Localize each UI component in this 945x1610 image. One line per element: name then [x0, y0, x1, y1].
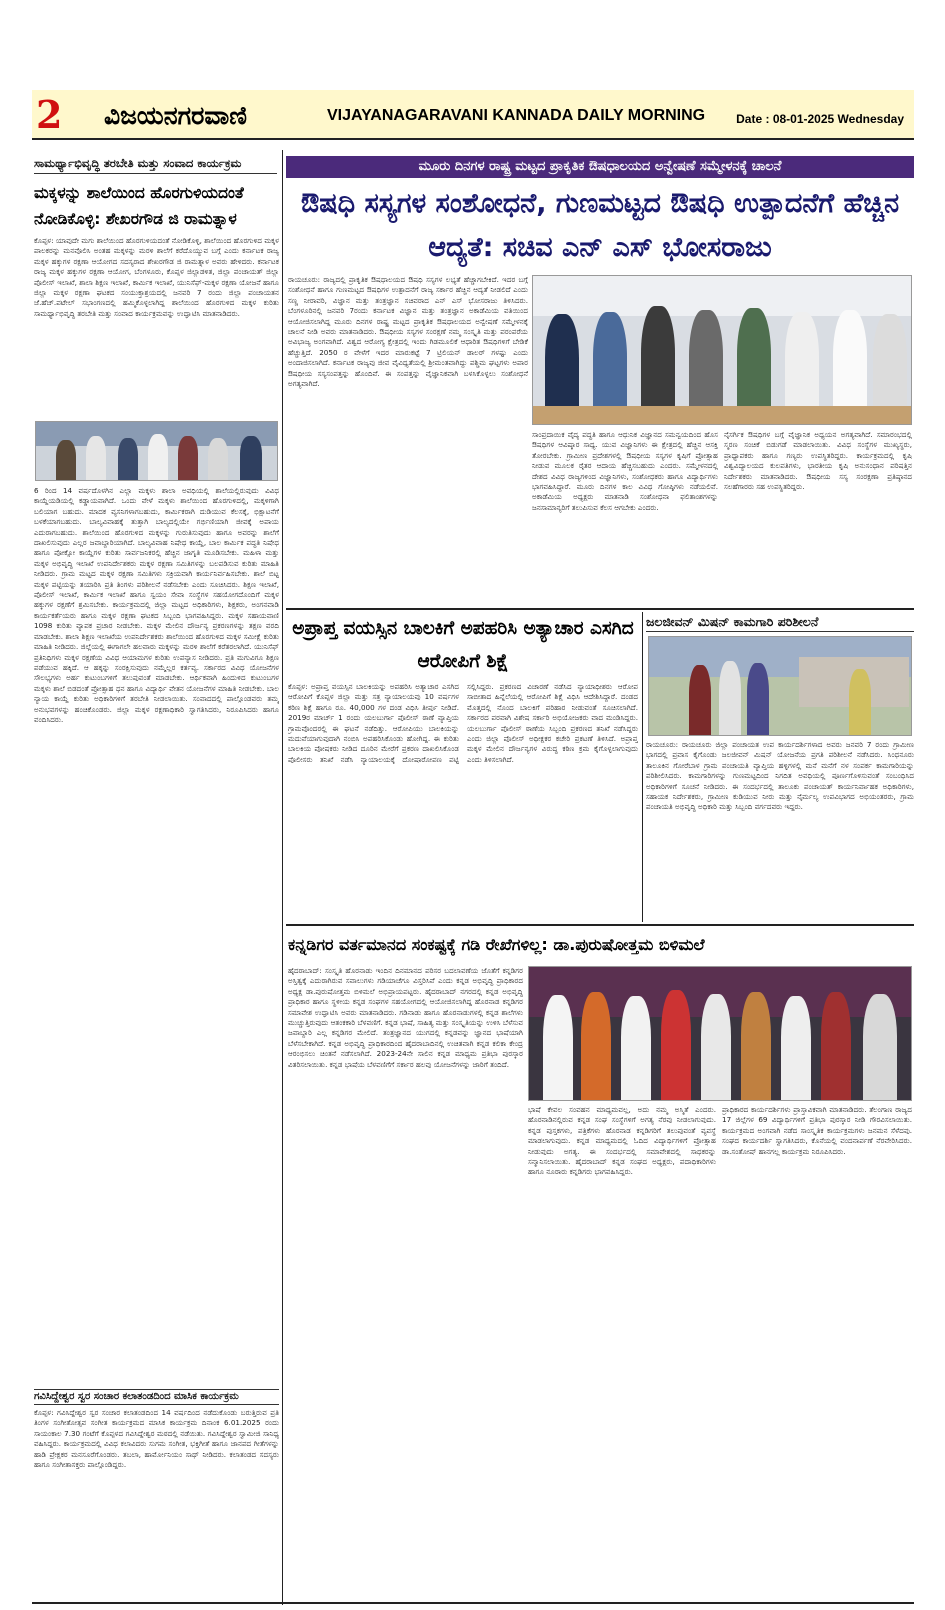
story3-headline: ಜಲಜೀವನ್ ಮಿಷನ್ ಕಾಮಗಾರಿ ಪರಿಶೀಲನೆ [646, 612, 914, 632]
newspaper-subtitle: VIJAYANAGARAVANI KANNADA DAILY MORNING [327, 107, 706, 124]
sidebar-photo [35, 421, 278, 481]
section-rule-2 [286, 924, 914, 926]
story2-headline: ಅಪ್ರಾಪ್ತ ವಯಸ್ಸಿನ ಬಾಲಕಿಗೆ ಅಪಹರಿಸಿ ಅತ್ಯಾಚಾರ ಎಸಗಿದ ಆರೋಪಿಗೆ ಶಿಕ್ಷೆ [292, 618, 634, 672]
story4-photo [528, 966, 912, 1101]
story4-headline: ಕನ್ನಡಿಗರ ವರ್ತಮಾನದ ಸಂಕಷ್ಟಕ್ಕೆ ಗಡಿ ರೇಖೆಗಳಿಲ್ಲ: ಡಾ.ಪುರುಷೋತ್ತಮ ಬಿಳಿಮಲೆ [288, 935, 705, 954]
lead-headline: ಔಷಧಿ ಸಸ್ಯಗಳ ಸಂಶೋಧನೆ, ಗುಣಮಟ್ಟದ ಔಷಧಿ ಉತ್ಪಾದನೆಗೆ ಹೆಚ್ಚಿನ ಆದ್ಯತೆ: ಸಚಿವ ಎನ್ ಎಸ್ ಭೋಸರಾಜು [300, 188, 900, 263]
story4-body-col2: ಭಾಷೆ ಕೇವಲ ಸಂವಹನ ಮಾಧ್ಯಮವಲ್ಲ, ಅದು ನಮ್ಮ ಅಸ್ಮಿತೆ ಎಂದರು. ಹೊರನಾಡಿನಲ್ಲಿರುವ ಕನ್ನಡ ಸಂಘ ಸಂಸ್ಥೆಗಳಿಗೆ ಅಗತ್ಯ ನೆರವು ನೀಡಲಾಗುವುದು. ಕನ್ನಡ ಪುಸ್ತಕಗಳು, ಪತ್ರಿಕೆಗಳು ಹೊರನಾಡ ಕನ್ನಡಿಗರಿಗೆ ತಲುಪುವಂತೆ ವ್ಯವಸ್ಥೆ ಮಾಡಲಾಗುವುದು. ಕನ್ನಡ ಮಾಧ್ಯಮದಲ್ಲಿ ಓದಿದ ವಿದ್ಯಾರ್ಥಿಗಳಿಗೆ ಪ್ರೋತ್ಸಾಹ ನೀಡುವುದು ಅಗತ್ಯ. ಈ ಸಂದರ್ಭದಲ್ಲಿ ಸಮಾವೇಶದಲ್ಲಿ ಸಾಧಕರನ್ನು ಸನ್ಮಾನಿಸಲಾಯಿತು. ಹೈದರಾಬಾದ್ ಕನ್ನಡ ಸಂಘದ ಅಧ್ಯಕ್ಷರು, ಪದಾಧಿಕಾರಿಗಳು ಹಾಗೂ ನೂರಾರು ಕನ್ನಡಿಗರು ಭಾಗವಹಿಸಿದ್ದರು. [528, 1105, 716, 1177]
page-number: 2 [36, 92, 63, 137]
section-rule-1 [286, 608, 914, 610]
lead-body-col2: ಸಾಂಪ್ರದಾಯಿಕ ವೈದ್ಯ ಪದ್ಧತಿ ಹಾಗೂ ಆಧುನಿಕ ವಿಜ್ಞಾನದ ಸಮನ್ವಯದಿಂದ ಹೊಸ ಔಷಧಿಗಳ ಆವಿಷ್ಕಾರ ಸಾಧ್ಯ. ಯುವ ವಿಜ್ಞಾನಿಗಳು ಈ ಕ್ಷೇತ್ರದಲ್ಲಿ ಹೆಚ್ಚಿನ ಆಸಕ್ತಿ ತೋರಬೇಕು. ಗ್ರಾಮೀಣ ಪ್ರದೇಶಗಳಲ್ಲಿ ಔಷಧೀಯ ಸಸ್ಯಗಳ ಕೃಷಿಗೆ ಪ್ರೋತ್ಸಾಹ ನೀಡುವ ಮೂಲಕ ರೈತರ ಆದಾಯ ಹೆಚ್ಚಿಸಬಹುದು ಎಂದರು. ಸಮ್ಮೇಳನದಲ್ಲಿ ದೇಶದ ವಿವಿಧ ರಾಜ್ಯಗಳಿಂದ ವಿಜ್ಞಾನಿಗಳು, ಸಂಶೋಧಕರು ಹಾಗೂ ವಿದ್ಯಾರ್ಥಿಗಳು ಭಾಗವಹಿಸಿದ್ದಾರೆ. ಮೂರು ದಿನಗಳ ಕಾಲ ವಿವಿಧ ಗೋಷ್ಠಿಗಳು ನಡೆಯಲಿವೆ. ಅಕಾಡೆಮಿಯ ಅಧ್ಯಕ್ಷರು ಮಾತನಾಡಿ ಸಂಶೋಧನಾ ಫಲಿತಾಂಶಗಳನ್ನು ಜನಸಾಮಾನ್ಯರಿಗೆ ತಲುಪಿಸುವ ಕೆಲಸ ಆಗಬೇಕು ಎಂದರು. [532, 430, 718, 512]
issue-date: Date : 08-01-2025 Wednesday [736, 112, 904, 126]
column-divider [282, 150, 283, 1605]
story2-body: ಕೊಪ್ಪಳ: ಅಪ್ರಾಪ್ತ ವಯಸ್ಸಿನ ಬಾಲಕಿಯನ್ನು ಅಪಹರಿಸಿ ಅತ್ಯಾಚಾರ ಎಸಗಿದ ಆರೋಪಿಗೆ ಕೊಪ್ಪಳ ಜಿಲ್ಲಾ ಮತ್ತು ಸತ್ರ ನ್ಯಾಯಾಲಯವು 10 ವರ್ಷಗಳ ಕಠಿಣ ಶಿಕ್ಷೆ ಹಾಗೂ ರೂ. 40,000 ಗಳ ದಂಡ ವಿಧಿಸಿ ತೀರ್ಪು ನೀಡಿದೆ. 2019ರ ಮಾರ್ಚ್ 1 ರಂದು ಯಲಬುರ್ಗಾ ಪೊಲೀಸ್ ಠಾಣೆ ವ್ಯಾಪ್ತಿಯ ಗ್ರಾಮವೊಂದರಲ್ಲಿ ಈ ಘಟನೆ ನಡೆದಿತ್ತು. ಆರೋಪಿಯು ಬಾಲಕಿಯನ್ನು ಮದುವೆಯಾಗುವುದಾಗಿ ನಂಬಿಸಿ ಅಪಹರಿಸಿಕೊಂಡು ಹೋಗಿದ್ದ. ಈ ಕುರಿತು ಬಾಲಕಿಯ ಪೋಷಕರು ನೀಡಿದ ದೂರಿನ ಮೇರೆಗೆ ಪ್ರಕರಣ ದಾಖಲಿಸಿಕೊಂಡ ಪೊಲೀಸರು ತನಿಖೆ ನಡೆಸಿ ನ್ಯಾಯಾಲಯಕ್ಕೆ ದೋಷಾರೋಪಣ ಪಟ್ಟಿ ಸಲ್ಲಿಸಿದ್ದರು. ಪ್ರಕರಣದ ವಿಚಾರಣೆ ನಡೆಸಿದ ನ್ಯಾಯಾಧೀಶರು ಆರೋಪ ಸಾಬೀತಾದ ಹಿನ್ನೆಲೆಯಲ್ಲಿ ಆರೋಪಿಗೆ ಶಿಕ್ಷೆ ವಿಧಿಸಿ ಆದೇಶಿಸಿದ್ದಾರೆ. ದಂಡದ ಮೊತ್ತದಲ್ಲಿ ನೊಂದ ಬಾಲಕಿಗೆ ಪರಿಹಾರ ನೀಡುವಂತೆ ಸೂಚಿಸಲಾಗಿದೆ. ಸರ್ಕಾರದ ಪರವಾಗಿ ವಿಶೇಷ ಸರ್ಕಾರಿ ಅಭಿಯೋಜಕರು ವಾದ ಮಂಡಿಸಿದ್ದರು. ಯಲಬುರ್ಗಾ ಪೊಲೀಸ್ ಠಾಣೆಯ ಸಿಬ್ಬಂದಿ ಪ್ರಕರಣದ ತನಿಖೆ ನಡೆಸಿದ್ದರು ಎಂದು ಜಿಲ್ಲಾ ಪೊಲೀಸ್ ಅಧೀಕ್ಷಕರ ಕಚೇರಿ ಪ್ರಕಟಣೆ ತಿಳಿಸಿದೆ. ಅಪ್ರಾಪ್ತ ಮಕ್ಕಳ ಮೇಲಿನ ದೌರ್ಜನ್ಯಗಳ ವಿರುದ್ಧ ಕಠಿಣ ಕ್ರಮ ಕೈಗೊಳ್ಳಲಾಗುವುದು ಎಂದು ತಿಳಿಸಲಾಗಿದೆ. [288, 682, 638, 764]
sidebar-kicker: ಸಾಮರ್ಥ್ಯಾಭಿವೃದ್ಧಿ ತರಬೇತಿ ಮತ್ತು ಸಂವಾದ ಕಾರ್ಯಕ್ರಮ [34, 156, 277, 174]
lead-body-col1: ರಾಯಚೂರು: ರಾಜ್ಯದಲ್ಲಿ ಪ್ರಾಕೃತಿಕ ಔಷಧಾಲಯದ ಔಷಧಿ ಸಸ್ಯಗಳ ಲಭ್ಯತೆ ಹೆಚ್ಚಾಗಬೇಕಿದೆ. ಇದರ ಬಗ್ಗೆ ಸಂಶೋಧನೆ ಹಾಗೂ ಗುಣಮಟ್ಟದ ಔಷಧಿಗಳ ಉತ್ಪಾದನೆಗೆ ರಾಜ್ಯ ಸರ್ಕಾರ ಹೆಚ್ಚಿನ ಆದ್ಯತೆ ನೀಡಲಿದೆ ಎಂದು ಸಣ್ಣ ನೀರಾವರಿ, ವಿಜ್ಞಾನ ಮತ್ತು ತಂತ್ರಜ್ಞಾನ ಸಚಿವರಾದ ಎನ್ ಎಸ್ ಭೋಸರಾಜು ತಿಳಿಸಿದರು. ಬೆಂಗಳೂರಿನಲ್ಲಿ ಜನವರಿ 7ರಂದು ಕರ್ನಾಟಕ ವಿಜ್ಞಾನ ಮತ್ತು ತಂತ್ರಜ್ಞಾನ ಅಕಾಡೆಮಿಯ ವತಿಯಿಂದ ಆಯೋಜಿಸಲಾಗಿದ್ದ ಮೂರು ದಿನಗಳ ರಾಷ್ಟ್ರ ಮಟ್ಟದ ಪ್ರಾಕೃತಿಕ ಔಷಧಾಲಯದ ಅನ್ವೇಷಣೆ ಸಮ್ಮೇಳನಕ್ಕೆ ಚಾಲನೆ ನೀಡಿ ಅವರು ಮಾತನಾಡಿದರು. ಔಷಧೀಯ ಸಸ್ಯಗಳ ಸಂರಕ್ಷಣೆ ನಮ್ಮ ಸಂಸ್ಕೃತಿ ಮತ್ತು ಪರಂಪರೆಯ ಅವಿಭಾಜ್ಯ ಅಂಗವಾಗಿದೆ. ವಿಶ್ವದ ಆರೋಗ್ಯ ಕ್ಷೇತ್ರದಲ್ಲಿ ಇಂದು ಗಿಡಮೂಲಿಕೆ ಆಧಾರಿತ ಔಷಧಿಗಳಿಗೆ ಬೇಡಿಕೆ ಹೆಚ್ಚುತ್ತಿದೆ. 2050 ರ ವೇಳೆಗೆ ಇದರ ಮಾರುಕಟ್ಟೆ 7 ಟ್ರಿಲಿಯನ್ ಡಾಲರ್ ಗಳಷ್ಟು ಎಂದು ಅಂದಾಜಿಸಲಾಗಿದೆ. ಕರ್ನಾಟಕ ರಾಜ್ಯವು ಜೀವ ವೈವಿಧ್ಯತೆಯಲ್ಲಿ ಶ್ರೀಮಂತವಾಗಿದ್ದು ಪಶ್ಚಿಮ ಘಟ್ಟಗಳು ಅಪಾರ ಔಷಧೀಯ ಸಸ್ಯಸಂಪತ್ತನ್ನು ಹೊಂದಿವೆ. ಈ ಸಂಪತ್ತನ್ನು ವೈಜ್ಞಾನಿಕವಾಗಿ ಬಳಸಿಕೊಳ್ಳಲು ಸಂಶೋಧನೆ ಅಗತ್ಯವಾಗಿದೆ. [288, 275, 528, 389]
lead-photo [532, 275, 912, 425]
lead-banner: ಮೂರು ದಿನಗಳ ರಾಷ್ಟ್ರ ಮಟ್ಟದ ಪ್ರಾಕೃತಿಕ ಔಷಧಾಲಯದ ಅನ್ವೇಷಣೆ ಸಮ್ಮೇಳನಕ್ಕೆ ಚಾಲನೆ [286, 156, 914, 178]
story3-body: ರಾಯಚೂರು: ರಾಯಚೂರು ಜಿಲ್ಲಾ ಪಂಚಾಯತ ಉಪ ಕಾರ್ಯದರ್ಶಿಗಳಾದ ಅವರು ಜನವರಿ 7 ರಂದು ಗ್ರಾಮೀಣ ಭಾಗದಲ್ಲಿ ಪ್ರವಾಸ ಕೈಗೊಂಡು ಜಲಜೀವನ್ ಮಿಷನ್ ಯೋಜನೆಯ ಪ್ರಗತಿ ಪರಿಶೀಲನೆ ನಡೆಸಿದರು. ಸಿಂಧನೂರು ತಾಲೂಕಿನ ಗೋರೆಬಾಳ ಗ್ರಾಮ ಪಂಚಾಯತಿ ವ್ಯಾಪ್ತಿಯ ಹಳ್ಳಿಗಳಲ್ಲಿ ಮನೆ ಮನೆಗೆ ನಳ ಸಂಪರ್ಕ ಕಾಮಗಾರಿಯನ್ನು ಪರಿಶೀಲಿಸಿದರು. ಕಾಮಗಾರಿಗಳನ್ನು ಗುಣಮಟ್ಟದಿಂದ ನಿಗದಿತ ಅವಧಿಯಲ್ಲಿ ಪೂರ್ಣಗೊಳಿಸುವಂತೆ ಸಂಬಂಧಿಸಿದ ಅಧಿಕಾರಿಗಳಿಗೆ ಸೂಚನೆ ನೀಡಿದರು. ಈ ಸಂದರ್ಭದಲ್ಲಿ ತಾಲೂಕು ಪಂಚಾಯತ್ ಕಾರ್ಯನಿರ್ವಾಹಕ ಅಧಿಕಾರಿಗಳು, ಸಹಾಯಕ ನಿರ್ದೇಶಕರು, ಗ್ರಾಮೀಣ ಕುಡಿಯುವ ನೀರು ಮತ್ತು ನೈರ್ಮಲ್ಯ ಉಪವಿಭಾಗದ ಅಭಿಯಂತರರು, ಗ್ರಾಮ ಪಂಚಾಯತಿ ಅಭಿವೃದ್ಧಿ ಅಧಿಕಾರಿ ಮತ್ತು ಸಿಬ್ಬಂದಿ ವರ್ಗದವರು ಇದ್ದರು. [646, 740, 914, 812]
masthead [32, 90, 914, 140]
page-bottom-rule [32, 1602, 914, 1604]
sidebar-headline: ಮಕ್ಕಳನ್ನು ಶಾಲೆಯಿಂದ ಹೊರಗುಳಿಯದಂತೆ ನೋಡಿಕೊಳ್ಳಿ: ಶೇಖರಗೌಡ ಜಿ ರಾಮತ್ನಾಳ [34, 184, 244, 228]
sidebar-bottom-body: ಕೊಪ್ಪಳ: ಗವಿಸಿದ್ದೇಶ್ವರ ಸ್ವರ ಸಂಚಾರ ಕಲಾತಂಡದಿಂದ 14 ವರ್ಷದಿಂದ ನಡೆದುಕೊಂಡು ಬರುತ್ತಿರುವ ಪ್ರತಿ ತಿಂಗಳ ಸಂಗೀತೋತ್ಸವ ಸಂಗೀತ ಕಾರ್ಯಕ್ರಮದ ಮಾಸಿಕ ಕಾರ್ಯಕ್ರಮ ದಿನಾಂಕ 6.01.2025 ರಂದು ಸಾಯಂಕಾಲ 7.30 ಗಂಟೆಗೆ ಕೊಪ್ಪಳದ ಗವಿಸಿದ್ದೇಶ್ವರ ಮಠದಲ್ಲಿ ನಡೆಯಿತು. ಗವಿಸಿದ್ದೇಶ್ವರ ಸ್ವಾಮೀಜಿ ಸಾನಿಧ್ಯ ವಹಿಸಿದ್ದರು. ಕಾರ್ಯಕ್ರಮದಲ್ಲಿ ವಿವಿಧ ಕಲಾವಿದರು ಸುಗಮ ಸಂಗೀತ, ಭಕ್ತಿಗೀತೆ ಹಾಗೂ ಜಾನಪದ ಗೀತೆಗಳನ್ನು ಹಾಡಿ ಪ್ರೇಕ್ಷಕರ ಮನಸೂರೆಗೊಂಡರು. ತಬಲಾ, ಹಾರ್ಮೋನಿಯಂ ಸಾಥ್ ನೀಡಿದರು. ಕಲಾತಂಡದ ಸದಸ್ಯರು ಹಾಗೂ ಸಂಗೀತಾಸಕ್ತರು ಪಾಲ್ಗೊಂಡಿದ್ದರು. [34, 1408, 279, 1470]
newspaper-name: ವಿಜಯನಗರವಾಣಿ [104, 101, 247, 130]
sidebar-body-main: 6 ರಿಂದ 14 ವರ್ಷದೊಳಗಿನ ಎಲ್ಲಾ ಮಕ್ಕಳು ಶಾಲಾ ಅವಧಿಯಲ್ಲಿ ಶಾಲೆಯಲ್ಲಿರುವುದು ವಿವಿಧ ಕಾಯ್ದೆಯಡಿಯಲ್ಲಿ ಕಡ್ಡಾಯವಾಗಿದೆ. ಒಂದು ವೇಳೆ ಮಕ್ಕಳು ಶಾಲೆಯಿಂದ ಹೊರಗುಳಿದಲ್ಲಿ, ಮಕ್ಕಳಿಗಾಗಿ ಬಲಿಯಾಗ ಬಹುದು. ಮಾದಕ ವ್ಯಸನಿಗಳಾಗಬಹುದು, ಕಾರ್ಮಿಕರಾಗಿ ದುಡಿಯುವ ಕೆಲಸಕ್ಕೆ, ಭಿಕ್ಷಾಟನೆಗೆ ಬಳಕೆಯಾಗಬಹುದು. ಬಾಲ್ಯವಿವಾಹಕ್ಕೆ ತುತ್ತಾಗಿ ಬಾಲ್ಯದಲ್ಲಿಯೇ ಗರ್ಭಿಣಿಯಾಗಿ ಜೀವಕ್ಕೆ ಅಪಾಯ ಎದುರಾಗಬಹುದು. ಶಾಲೆಯಿಂದ ಹೊರಗುಳಿದ ಮಕ್ಕಳನ್ನು ಗುರುತಿಸುವುದು ಹಾಗೂ ಅವರನ್ನು ಶಾಲೆಗೆ ದಾಖಲಿಸುವುದು ಎಲ್ಲರ ಜವಾಬ್ದಾರಿಯಾಗಿದೆ. ಬಾಲ್ಯವಿವಾಹ ನಿಷೇಧ ಕಾಯ್ದೆ, ಬಾಲ ಕಾರ್ಮಿಕ ಪದ್ಧತಿ ನಿಷೇಧ ಹಾಗೂ ಪೋಕ್ಸೋ ಕಾಯ್ದೆಗಳ ಕುರಿತು ಸಾರ್ವಜನಿಕರಲ್ಲಿ ಹೆಚ್ಚಿನ ಜಾಗೃತಿ ಮೂಡಿಸಬೇಕು. ಮಹಿಳಾ ಮತ್ತು ಮಕ್ಕಳ ಅಭಿವೃದ್ಧಿ ಇಲಾಖೆ ಉಪನಿರ್ದೇಶಕರು ಮಕ್ಕಳ ರಕ್ಷಣಾ ಸಮಿತಿಗಳನ್ನು ಬಲಪಡಿಸುವ ಕುರಿತು ಮಾಹಿತಿ ನೀಡಿದರು. ಗ್ರಾಮ ಮಟ್ಟದ ಮಕ್ಕಳ ರಕ್ಷಣಾ ಸಮಿತಿಗಳು ಸಕ್ರಿಯವಾಗಿ ಕಾರ್ಯನಿರ್ವಹಿಸಬೇಕು. ಶಾಲೆ ಬಿಟ್ಟ ಮಕ್ಕಳ ಪಟ್ಟಿಯನ್ನು ತಯಾರಿಸಿ ಪ್ರತಿ ತಿಂಗಳು ಪರಿಶೀಲನೆ ನಡೆಸಬೇಕು ಎಂದು ಸೂಚಿಸಿದರು. ಶಿಕ್ಷಣ ಇಲಾಖೆ, ಪೊಲೀಸ್ ಇಲಾಖೆ, ಕಾರ್ಮಿಕ ಇಲಾಖೆ ಹಾಗೂ ಸ್ವಯಂ ಸೇವಾ ಸಂಸ್ಥೆಗಳ ಸಹಯೋಗದೊಂದಿಗೆ ಮಕ್ಕಳ ಹಕ್ಕುಗಳ ರಕ್ಷಣೆಗೆ ಶ್ರಮಿಸಬೇಕು. ಕಾರ್ಯಕ್ರಮದಲ್ಲಿ ಜಿಲ್ಲಾ ಮಟ್ಟದ ಅಧಿಕಾರಿಗಳು, ಶಿಕ್ಷಕರು, ಅಂಗನವಾಡಿ ಕಾರ್ಯಕರ್ತೆಯರು ಹಾಗೂ ಮಕ್ಕಳ ರಕ್ಷಣಾ ಘಟಕದ ಸಿಬ್ಬಂದಿ ಭಾಗವಹಿಸಿದ್ದರು. ಮಕ್ಕಳ ಸಹಾಯವಾಣಿ 1098 ಕುರಿತು ವ್ಯಾಪಕ ಪ್ರಚಾರ ನೀಡಬೇಕು. ಮಕ್ಕಳ ಮೇಲಿನ ದೌರ್ಜನ್ಯ ಪ್ರಕರಣಗಳನ್ನು ತಕ್ಷಣ ವರದಿ ಮಾಡಬೇಕು. ಶಾಲಾ ಶಿಕ್ಷಣ ಇಲಾಖೆಯ ಉಪನಿರ್ದೇಶಕರು ಶಾಲೆಯಿಂದ ಹೊರಗುಳಿದ ಮಕ್ಕಳ ಸಮೀಕ್ಷೆ ಕುರಿತು ಮಾಹಿತಿ ನೀಡಿದರು. ಜಿಲ್ಲೆಯಲ್ಲಿ ಈಗಾಗಲೇ ಹಲವಾರು ಮಕ್ಕಳನ್ನು ಮರಳಿ ಶಾಲೆಗೆ ಕರೆತರಲಾಗಿದೆ. ಯುನಿಸೆಫ್ ಪ್ರತಿನಿಧಿಗಳು ಮಕ್ಕಳ ರಕ್ಷಣೆಯ ವಿವಿಧ ಆಯಾಮಗಳ ಕುರಿತು ಉಪನ್ಯಾಸ ನೀಡಿದರು. ಪ್ರತಿ ಮಗುವಿಗೂ ಶಿಕ್ಷಣ ಪಡೆಯುವ ಹಕ್ಕಿದೆ. ಆ ಹಕ್ಕನ್ನು ಸಂರಕ್ಷಿಸುವುದು ನಮ್ಮೆಲ್ಲರ ಕರ್ತವ್ಯ. ಸರ್ಕಾರದ ವಿವಿಧ ಯೋಜನೆಗಳ ಸೌಲಭ್ಯಗಳು ಅರ್ಹ ಕುಟುಂಬಗಳಿಗೆ ತಲುಪುವಂತೆ ಮಾಡಬೇಕು. ಆರ್ಥಿಕವಾಗಿ ಹಿಂದುಳಿದ ಕುಟುಂಬಗಳ ಮಕ್ಕಳು ಶಾಲೆ ಬಿಡದಂತೆ ಪ್ರೋತ್ಸಾಹ ಧನ ಹಾಗೂ ವಿದ್ಯಾರ್ಥಿ ವೇತನ ಯೋಜನೆಗಳ ಮಾಹಿತಿ ನೀಡಬೇಕು. ಬಾಲ ನ್ಯಾಯ ಕಾಯ್ದೆ ಕುರಿತು ಅಧಿಕಾರಿಗಳಿಗೆ ತರಬೇತಿ ನೀಡಲಾಯಿತು. ಸಂವಾದದಲ್ಲಿ ಪಾಲ್ಗೊಂಡವರು ತಮ್ಮ ಅನುಭವಗಳನ್ನು ಹಂಚಿಕೊಂಡರು. ಜಿಲ್ಲಾ ಮಕ್ಕಳ ರಕ್ಷಣಾಧಿಕಾರಿ ಸ್ವಾಗತಿಸಿದರು, ನಿರೂಪಿಸಿದರು ಹಾಗೂ ವಂದಿಸಿದರು. [34, 486, 279, 724]
sidebar-body-intro: ಕೊಪ್ಪಳ: ಯಾವುದೇ ಮಗು ಶಾಲೆಯಿಂದ ಹೊರಗುಳಿಯದಂತೆ ನೋಡಿಕೊಳ್ಳಿ, ಶಾಲೆಯಿಂದ ಹೊರಗುಳಿದ ಮಕ್ಕಳ ಪಾಲಕರನ್ನು ಮನವೊಲಿಸಿ ಅಂತಹ ಮಕ್ಕಳನ್ನು ಮರಳಿ ಶಾಲೆಗೆ ಕರೆದೊಯ್ಯುವ ಬಗ್ಗೆ ಎಂದು ಕರ್ನಾಟಕ ರಾಜ್ಯ ಮಕ್ಕಳ ಹಕ್ಕುಗಳ ರಕ್ಷಣಾ ಆಯೋಗದ ಸದಸ್ಯರಾದ ಶೇಖರಗೌಡ ಜಿ ರಾಮತ್ನಾಳ ಅವರು ಹೇಳಿದರು. ಕರ್ನಾಟಕ ರಾಜ್ಯ ಮಕ್ಕಳ ಹಕ್ಕುಗಳ ರಕ್ಷಣಾ ಆಯೋಗ, ಬೆಂಗಳೂರು, ಕೊಪ್ಪಳ ಜಿಲ್ಲಾಡಳಿತ, ಜಿಲ್ಲಾ ಪಂಚಾಯತ್ ಜಿಲ್ಲಾ ಪೊಲೀಸ್ ಇಲಾಖೆ, ಶಾಲಾ ಶಿಕ್ಷಣ ಇಲಾಖೆ, ಕಾರ್ಮಿಕ ಇಲಾಖೆ, ಯುನಿಸೆಫ್-ಮಕ್ಕಳ ರಕ್ಷಣಾ ಯೋಜನೆ ಹಾಗೂ ಜಿಲ್ಲಾ ಮಕ್ಕಳ ರಕ್ಷಣಾ ಘಟಕದ ಸಂಯುಕ್ತಾಶ್ರಯದಲ್ಲಿ ಜನವರಿ 7 ರಂದು ಜಿಲ್ಲಾ ಪಂಚಾಯತನ ಜೆ.ಹೆಚ್.ಪಟೇಲ್ ಸಭಾಂಗಣದಲ್ಲಿ ಹಮ್ಮಿಕೊಳ್ಳಲಾಗಿದ್ದ ಶಾಲೆಯಿಂದ ಹೊರಗುಳಿದ ಮಕ್ಕಳ ಕುರಿತು ಸಾಮರ್ಥ್ಯಾಭಿವೃದ್ಧಿ ತರಬೇತಿ ಮತ್ತು ಸಂವಾದ ಕಾರ್ಯಕ್ರಮವನ್ನು ಉದ್ಘಾಟಿಸಿ ಮಾತನಾಡಿದರು. [34, 236, 279, 318]
story-divider [642, 612, 643, 922]
sidebar-bottom-kicker: ಗವಿಸಿದ್ದೇಶ್ವರ ಸ್ವರ ಸಂಚಾರ ಕಲಾತಂಡದಿಂದ ಮಾಸಿಕ ಕಾರ್ಯಕ್ರಮ [34, 1389, 279, 1405]
lead-body-col3: ನೈಸರ್ಗಿಕ ಔಷಧಿಗಳ ಬಗ್ಗೆ ವೈಜ್ಞಾನಿಕ ಅಧ್ಯಯನ ಅಗತ್ಯವಾಗಿದೆ. ಸಮಾರಂಭದಲ್ಲಿ ಸ್ಮರಣ ಸಂಚಿಕೆ ಬಿಡುಗಡೆ ಮಾಡಲಾಯಿತು. ವಿವಿಧ ಸಂಸ್ಥೆಗಳ ಮುಖ್ಯಸ್ಥರು, ಪ್ರಾಧ್ಯಾಪಕರು ಹಾಗೂ ಗಣ್ಯರು ಉಪಸ್ಥಿತರಿದ್ದರು. ಕಾರ್ಯಕ್ರಮದಲ್ಲಿ ಕೃಷಿ ವಿಶ್ವವಿದ್ಯಾಲಯದ ಕುಲಪತಿಗಳು, ಭಾರತೀಯ ಕೃಷಿ ಅನುಸಂಧಾನ ಪರಿಷತ್ತಿನ ನಿರ್ದೇಶಕರು ಮಾತನಾಡಿದರು. ಔಷಧೀಯ ಸಸ್ಯ ಸಂರಕ್ಷಣಾ ಪ್ರತಿಷ್ಠಾನದ ಸಲಹೆಗಾರರು ಸಹ ಉಪಸ್ಥಿತರಿದ್ದರು. [724, 430, 912, 492]
story3-photo [648, 636, 912, 736]
story4-body-col1: ಹೈದರಾಬಾದ್: ಸಂಸ್ಕೃತಿ ಹೊರನಾಡು ಇಂದಿನ ದಿನಮಾನದ ಪರಿಸರ ಬದಲಾವಣೆಯ ಜೊತೆಗೆ ಕನ್ನಡಿಗರ ಅಸ್ತಿತ್ವಕ್ಕೆ ಎದುರಾಗಿರುವ ಸವಾಲುಗಳು ಗಡಿಯಾಚೆಗೂ ವಿಸ್ತರಿಸಿವೆ ಎಂದು ಕನ್ನಡ ಅಭಿವೃದ್ಧಿ ಪ್ರಾಧಿಕಾರದ ಅಧ್ಯಕ್ಷ ಡಾ.ಪುರುಷೋತ್ತಮ ಬಿಳಿಮಲೆ ಅಭಿಪ್ರಾಯಪಟ್ಟರು. ಹೈದರಾಬಾದ್ ನಗರದಲ್ಲಿ ಕನ್ನಡ ಅಭಿವೃದ್ಧಿ ಪ್ರಾಧಿಕಾರ ಹಾಗೂ ಸ್ಥಳೀಯ ಕನ್ನಡ ಸಂಘಗಳ ಸಹಯೋಗದಲ್ಲಿ ಆಯೋಜಿಸಲಾಗಿದ್ದ ಹೊರನಾಡ ಕನ್ನಡಿಗರ ಸಮಾವೇಶ ಉದ್ಘಾಟಿಸಿ ಅವರು ಮಾತನಾಡಿದರು. ಗಡಿನಾಡು ಹಾಗೂ ಹೊರನಾಡುಗಳಲ್ಲಿ ಕನ್ನಡ ಶಾಲೆಗಳು ಮುಚ್ಚುತ್ತಿರುವುದು ಆತಂಕಕಾರಿ ಬೆಳವಣಿಗೆ. ಕನ್ನಡ ಭಾಷೆ, ಸಾಹಿತ್ಯ ಮತ್ತು ಸಂಸ್ಕೃತಿಯನ್ನು ಉಳಿಸಿ ಬೆಳೆಸುವ ಜವಾಬ್ದಾರಿ ಎಲ್ಲ ಕನ್ನಡಿಗರ ಮೇಲಿದೆ. ತಂತ್ರಜ್ಞಾನದ ಯುಗದಲ್ಲಿ ಕನ್ನಡವನ್ನು ಜ್ಞಾನದ ಭಾಷೆಯಾಗಿ ಬೆಳೆಸಬೇಕಾಗಿದೆ. ಕನ್ನಡ ಅಭಿವೃದ್ಧಿ ಪ್ರಾಧಿಕಾರದಿಂದ ಹೈದರಾಬಾದಿನಲ್ಲಿ ಉಚಿತವಾಗಿ ಕನ್ನಡ ಕಲಿಕಾ ಕೇಂದ್ರ ಆರಂಭಿಸಲು ಚಿಂತನೆ ನಡೆಸಲಾಗಿದೆ. 2023-24ನೇ ಸಾಲಿನ ಕನ್ನಡ ಮಾಧ್ಯಮ ಪ್ರತಿಭಾ ಪುರಸ್ಕಾರ ವಿತರಿಸಲಾಯಿತು. ಕನ್ನಡ ಭಾಷೆಯ ಬೆಳವಣಿಗೆಗೆ ಸರ್ಕಾರ ಹಲವು ಯೋಜನೆಗಳನ್ನು ಜಾರಿಗೆ ತಂದಿದೆ. [288, 966, 523, 1069]
story4-body-col3: ಪ್ರಾಧಿಕಾರದ ಕಾರ್ಯದರ್ಶಿಗಳು ಪ್ರಾಸ್ತಾವಿಕವಾಗಿ ಮಾತನಾಡಿದರು. ತೆಲಂಗಾಣ ರಾಜ್ಯದ 17 ಜಿಲ್ಲೆಗಳ 69 ವಿದ್ಯಾರ್ಥಿಗಳಿಗೆ ಪ್ರತಿಭಾ ಪುರಸ್ಕಾರ ನೀಡಿ ಗೌರವಿಸಲಾಯಿತು. ಕಾರ್ಯಕ್ರಮದ ಅಂಗವಾಗಿ ನಡೆದ ಸಾಂಸ್ಕೃತಿಕ ಕಾರ್ಯಕ್ರಮಗಳು ಜನಮನ ಸೆಳೆದವು. ಸಂಘದ ಕಾರ್ಯದರ್ಶಿ ಸ್ವಾಗತಿಸಿದರು, ಕೊನೆಯಲ್ಲಿ ವಂದನಾರ್ಪಣೆ ನೆರವೇರಿಸಿದರು. ಡಾ.ಸಂತೋಷ್ ಹಾನಗಲ್ಲ ಕಾರ್ಯಕ್ರಮ ನಿರೂಪಿಸಿದರು. [722, 1105, 912, 1156]
